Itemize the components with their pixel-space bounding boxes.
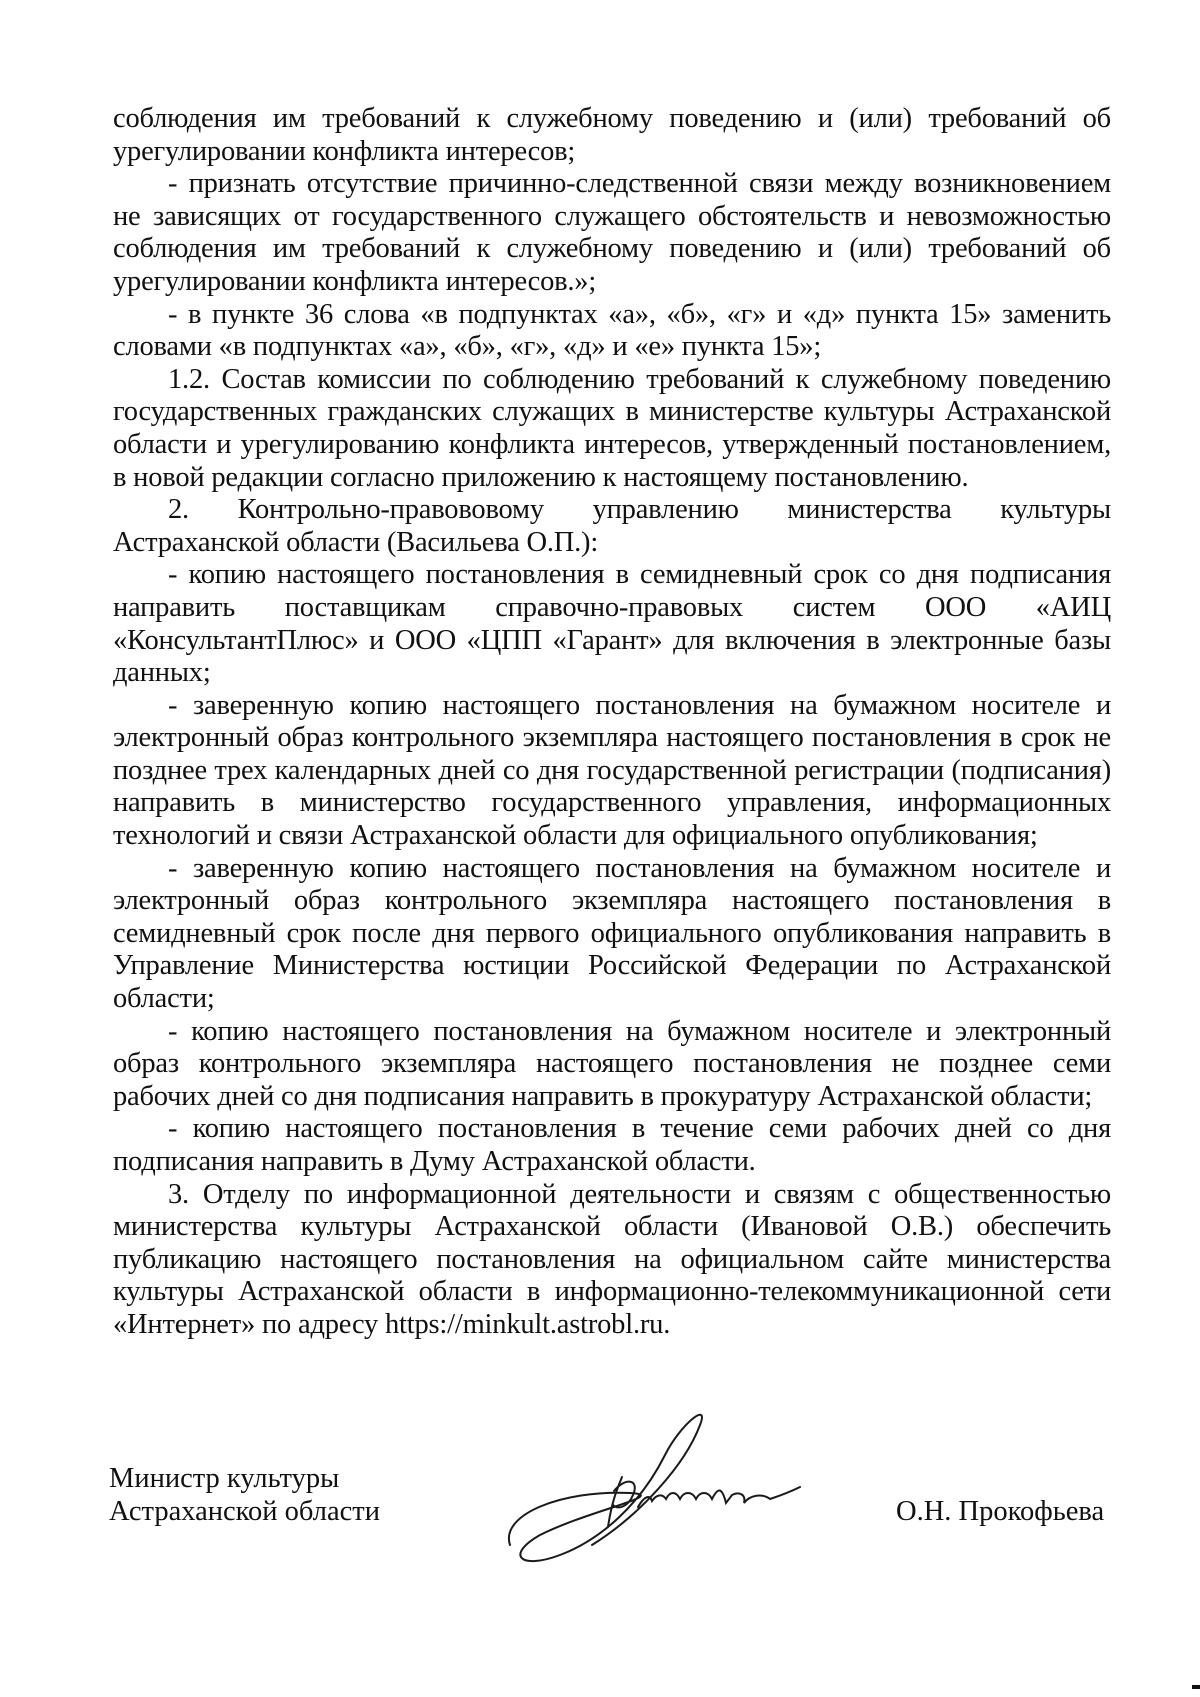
paragraph: - в пункте 36 слова «в подпунктах «а», «б», «г» и «д» пункта 15» заменить словами «в подпунктах «а», «б», «г», «д» и «е» пункта 15»; <box>113 298 1111 363</box>
paragraph: - заверенную копию настоящего постановления на бумажном носителе и электронный образ контрольного экземпляра настоящего постановления в срок не позднее трех календарных дней со дня государственной регистрации (подписания) направить в министерство государственного управления, информационных технологий и связи Астраханской области для официального опубликования; <box>113 689 1111 852</box>
signatory-name: О.Н. Прокофьева <box>896 1496 1105 1527</box>
paragraph: 1.2. Состав комиссии по соблюдению требований к служебному поведению государственных гражданских служащих в министерстве культуры Астраханской области и урегулированию конфликта интересов, утвержденный постановлением, в новой редакции согласно приложению к настоящему постановлению. <box>113 363 1111 493</box>
paragraph: - копию настоящего постановления в семидневный срок со дня подписания направить поставщикам справочно-правовых систем ООО «АИЦ «КонсультантПлюс» и ООО «ЦПП «Гарант» для включения в электронные базы данных; <box>113 559 1111 689</box>
paragraph: 2. Контрольно-правововому управлению министерства культуры Астраханской области (Васильева О.П.): <box>113 494 1111 558</box>
paragraph: соблюдения им требований к служебному поведению и (или) требований об урегулировании конфликта интересов; <box>113 103 1111 167</box>
paragraph: - копию настоящего постановления в течение семи рабочих дней со дня подписания направить в Думу Астраханской области. <box>113 1113 1111 1177</box>
position-line: Астраханской области <box>109 1495 380 1527</box>
document-body <box>113 103 1111 1342</box>
signature-stroke <box>638 1487 800 1507</box>
paragraph: - заверенную копию настоящего постановления на бумажном носителе и электронный образ контрольного экземпляра настоящего постановления в семидневный срок после дня первого официального опубликования направить в Управление Министерства юстиции Российской Федерации по Астраханской области; <box>113 852 1111 1015</box>
paragraph: - признать отсутствие причинно-следственной связи между возникновением не зависящих от государственного служащего обстоятельств и невозможностью соблюдения им требований к служебному поведению и (или) требований об урегулировании конфликта интересов.»; <box>113 168 1111 297</box>
paragraph: - копию настоящего постановления на бумажном носителе и электронный образ контрольного экземпляра настоящего постановления не позднее семи рабочих дней со дня подписания направить в прокуратуру Астраханской области; <box>113 1015 1111 1112</box>
position-line: Министр культуры <box>109 1463 340 1494</box>
handwritten-signature <box>500 1395 870 1575</box>
signatory-position <box>109 1463 380 1528</box>
signature-stroke <box>509 1415 702 1561</box>
paragraph: 3. Отделу по информационной деятельности и связям с общественностью министерства культуры Астраханской области (Ивановой О.В.) обеспечить публикацию настоящего постановления на официальном сайте министерства культуры Астраханской области в информационно-телекоммуникационной сети «Интернет» по адресу https://minkult.astrobl.ru. <box>113 1178 1111 1340</box>
scan-mark <box>1192 1685 1200 1689</box>
